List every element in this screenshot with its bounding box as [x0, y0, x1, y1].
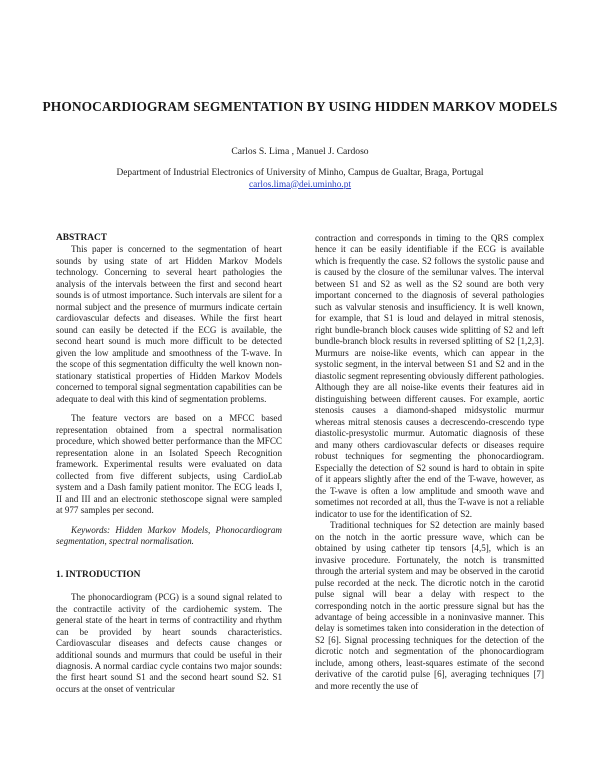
right-column — [315, 233, 544, 692]
affiliation: Department of Industrial Electronics of University of Minho, Campus de Gualtar, Braga, Portugal — [116, 168, 484, 178]
introduction-paragraph-1: The phonocardiogram (PCG) is a sound signal related to the contractile activity of the cardiohemic system. The general state of the heart in terms of contractility and rhythm can be provided by heart sounds characteristics. Cardiovascular diseases and defects cause changes or additional sounds and murmurs that could be useful in their diagnosis. A normal cardiac cycle contains two major sounds: the first heart sound S1 and the second heart sound S2. S1 occurs at the onset of ventricular — [56, 592, 282, 694]
affiliation-block — [0, 168, 600, 191]
abstract-heading: ABSTRACT — [56, 233, 108, 243]
authors: Carlos S. Lima , Manuel J. Cardoso — [231, 146, 369, 157]
abstract-paragraph-1: This paper is concerned to the segmentation of heart sounds by using state of art Hidden Markov Models technology. Concerning to several heart pathologies the analysis of the intervals between the first and second heart sounds is of utmost importance. Such intervals are silent for a normal subject and the presence of murmurs indicate certain cardiovascular defects and diseases. While the first heart sound can easily be detected if the ECG is available, the second heart sound is much more difficult to be detected given the low amplitude and smoothness of the T-wave. In the scope of this segmentation difficulty the well known non-stationary statistical properties of Hidden Markov Models concerned to temporal signal segmentation capabilities can be adequate to deal with this kind of segmentation problems. — [56, 244, 282, 404]
right-paragraph-2: Traditional techniques for S2 detection are mainly based on the notch in the aortic pressure wave, which can be obtained by using catheter tip tensors [4,5], which is an invasive procedure. Fortunately, the notch is transmitted through the arterial system and may be observed in the carotid pulse recorded at the neck. The dicrotic notch in the carotid pulse signal will bear a delay with respect to the corresponding notch in the aortic pressure signal but has the advantage of being accessible in a noninvasive manner. This delay is sometimes taken into consideration in the detection of S2 [6]. Signal processing techniques for the detection of the dicrotic notch and segmentation of the phonocardiogram include, among others, least-squares estimate of the second derivative of the carotid pulse [6], averaging techniques [7] and more recently the use of — [315, 520, 544, 691]
email-link[interactable]: carlos.lima@dei.uminho.pt — [248, 179, 352, 190]
right-paragraph-1: contraction and corresponds in timing to the QRS complex hence it can be easily identifiable if the ECG is available which is frequently the case. S2 follows the systolic pause and is caused by the closure of the semilunar valves. The interval between S1 and S2 as well as the S2 sound are both very important concerned to the diagnosis of several pathologies such as valvular stenosis and insufficiency. It is well known, for example, that S1 is loud and delayed in mitral stenosis, right bundle-branch block causes wide splitting of S2 and left bundle-branch block results in reversed splitting of S2 [1,2,3]. Murmurs are noise-like events, which can appear in the systolic segment, in the interval between S1 and S2 and in the diastolic segment representing obviously different pathologies. Although they are all noise-like events their features aid in distinguishing between different causes. For example, aortic stenosis causes a diamond-shaped midsystolic murmur whereas mitral stenosis causes a decrescendo-crescendo type diastolic-presystolic murmur. Automatic diagnosis of these and many others cardiovascular defects or diseases require robust techniques for segmenting the phonocardiogram. Especially the detection of S2 sound is hard to obtain in spite of it appears slightly after the end of the T-wave, however, as the T-wave is often a low amplitude and smooth wave and sometimes not recorded at all, thus the T-wave is not a reliable indicator to use for the identification of S2. — [315, 233, 544, 519]
left-column — [56, 233, 282, 695]
keywords: Keywords: Hidden Markov Models, Phonocardiogram segmentation, spectral normalisation. — [56, 524, 282, 547]
introduction-heading: 1. INTRODUCTION — [56, 569, 141, 580]
abstract-paragraph-2: The feature vectors are based on a MFCC based representation obtained from a spectral normalisation procedure, which showed better performance than the MFCC representation alone in an Isolated Speech Recognition framework. Experimental results were evaluated on data collected from five different subjects, using CardioLab system and a Dash family patient monitor. The ECG leads I, II and III and an electronic stethoscope signal were sampled at 977 samples per second. — [56, 413, 282, 516]
paper-title: PHONOCARDIOGRAM SEGMENTATION BY USING HIDDEN MARKOV MODELS — [42, 99, 558, 114]
